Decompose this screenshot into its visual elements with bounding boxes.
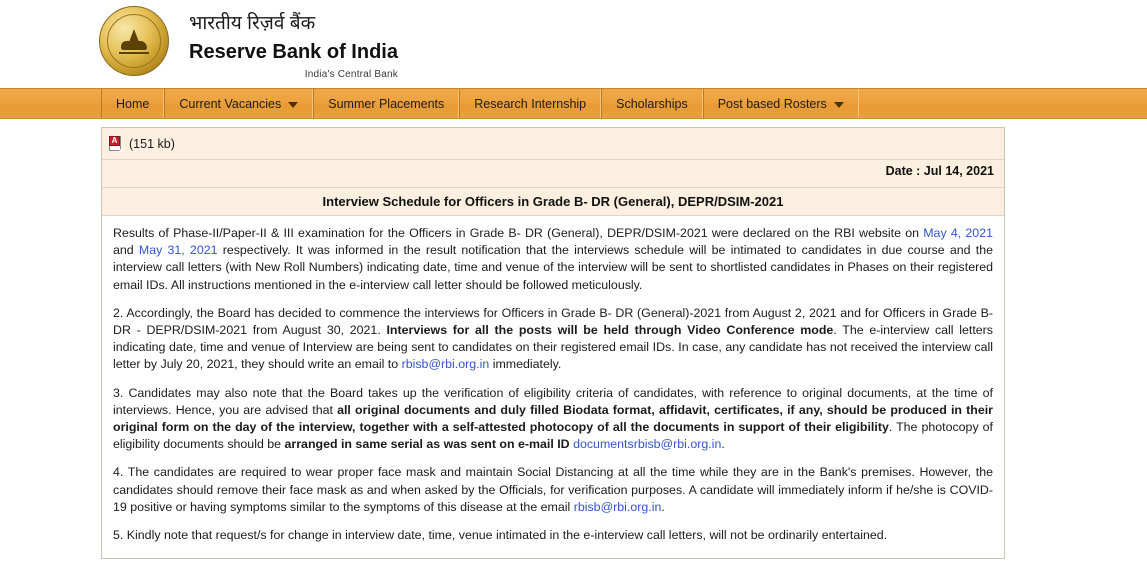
nav-label: Scholarships xyxy=(616,96,688,111)
p3-text-b: . The photocopy of eligibility documents should be xyxy=(113,420,993,452)
pdf-badge-label: A xyxy=(109,136,120,146)
tagline: India's Central Bank xyxy=(304,68,398,80)
paragraph-3 xyxy=(113,385,993,454)
title-hindi: भारतीय रिज़र्व बैंक xyxy=(189,13,316,34)
p3-text-c: . xyxy=(721,437,725,452)
nav-item-scholarships[interactable] xyxy=(601,89,703,118)
p3-text-a: 3. Candidates may also note that the Board takes up the verification of eligibility criteria of candidates, with reference to original documents, at the time of interviews. Hence, you are advised that xyxy=(113,385,993,417)
branding-titles xyxy=(189,6,398,80)
emblem-inner-art xyxy=(113,23,155,59)
nav-item-home[interactable] xyxy=(101,89,164,118)
pdf-file-icon xyxy=(109,136,123,152)
p3-bold-serial: arranged in same serial as was sent on e-mail ID xyxy=(284,437,574,452)
nav-item-research-internship[interactable] xyxy=(459,89,601,118)
p2-text-c: immediately. xyxy=(489,357,562,372)
paragraph-2 xyxy=(113,305,993,374)
notice-content-box xyxy=(101,127,1005,559)
file-size-label: (151 kb) xyxy=(129,136,175,151)
paragraph-5: 5. Kindly note that request/s for change in interview date, time, venue intimated in the e-interview call letters, will not be ordinarily entertained. xyxy=(113,528,888,543)
page-body xyxy=(0,119,1147,559)
p2-bold-video-conference: Interviews for all the posts will be held through Video Conference mode xyxy=(386,323,834,338)
title-english: Reserve Bank of India xyxy=(189,40,398,63)
nav-item-post-based-rosters[interactable] xyxy=(703,89,859,118)
p1-text-c: respectively. It was informed in the result notification that the interviews schedule will be intimated to candidates in due course and the interview call letters (with New Roll Numbers) indicating date, time and venue of the interview will be sent to shortlisted candidates in Phases on their registered email IDs. All instructions mentioned in the e-interview call letter should be followed meticulously. xyxy=(113,243,993,292)
link-email-rbisb-covid[interactable]: rbisb@rbi.org.in xyxy=(573,499,662,514)
site-header xyxy=(0,0,1147,88)
nav-label: Current Vacancies xyxy=(179,96,282,111)
nav-item-summer-placements[interactable] xyxy=(313,89,459,118)
p1-text-a: Results of Phase-II/Paper-II & III examination for the Officers in Grade B- DR (General), DEPR/DSIM-2021 were declared on the RBI website on xyxy=(113,226,924,240)
pdf-download-row[interactable] xyxy=(102,128,1004,160)
paragraph-4 xyxy=(113,464,993,516)
p4-text-a: 4. The candidates are required to wear proper face mask and maintain Social Distancing at all the time while they are in the Bank's premises. However, the candidates should remove their face mask as and when asked by the Officials, for verification purposes. A candidate will immediately inform if he/she is COVID-19 positive or having symptoms similar to the symptoms of this disease at the email xyxy=(113,465,993,514)
chevron-down-icon xyxy=(834,102,844,108)
p3-bold-documents: all original documents and duly filled Biodata format, affidavit, certificates, if any, should be produced in their original form on the day of the interview, together with a self-attested photocopy of all the documents in support of their eligibility xyxy=(113,402,993,435)
publication-date: Date : Jul 14, 2021 xyxy=(102,160,1004,188)
p2-text-b: . The e-interview call letters indicating date, time and venue of Interview are being sent to candidates on their registered email IDs. In case, any candidate has not received the interview call letter by July 20, 2021, they should write an email to xyxy=(113,323,993,372)
p2-text-a: 2. Accordingly, the Board has decided to commence the interviews for Officers in Grade B- DR (General)-2021 from August 2, 2021 and for Officers in Grade B- DR - DEPR/DSIM-2021 from August 30, 2021. xyxy=(113,305,993,338)
emblem-divider xyxy=(119,52,149,54)
rbi-branding xyxy=(99,6,398,80)
notice-body xyxy=(102,216,1004,558)
nav-label: Summer Placements xyxy=(328,96,445,111)
link-may-4-2021[interactable]: May 4, 2021 xyxy=(923,226,993,240)
p1-text-b: and xyxy=(113,243,139,258)
nav-label: Research Internship xyxy=(474,96,587,111)
tiger-icon xyxy=(121,41,147,50)
link-email-documentsrbisb[interactable]: documentsrbisb@rbi.org.in xyxy=(573,437,722,452)
paragraph-1 xyxy=(113,225,993,294)
notice-title: Interview Schedule for Officers in Grade B- DR (General), DEPR/DSIM-2021 xyxy=(102,188,1004,216)
rbi-emblem-icon xyxy=(99,6,169,76)
p4-text-b: . xyxy=(661,499,665,514)
chevron-down-icon xyxy=(288,102,298,108)
main-navigation xyxy=(0,88,1147,119)
nav-item-current-vacancies[interactable] xyxy=(164,89,313,118)
link-may-31-2021[interactable]: May 31, 2021 xyxy=(138,243,218,258)
link-email-rbisb[interactable]: rbisb@rbi.org.in xyxy=(401,357,490,372)
nav-label: Post based Rosters xyxy=(717,96,827,111)
nav-label: Home xyxy=(116,96,150,111)
palm-tree-icon xyxy=(129,29,139,42)
